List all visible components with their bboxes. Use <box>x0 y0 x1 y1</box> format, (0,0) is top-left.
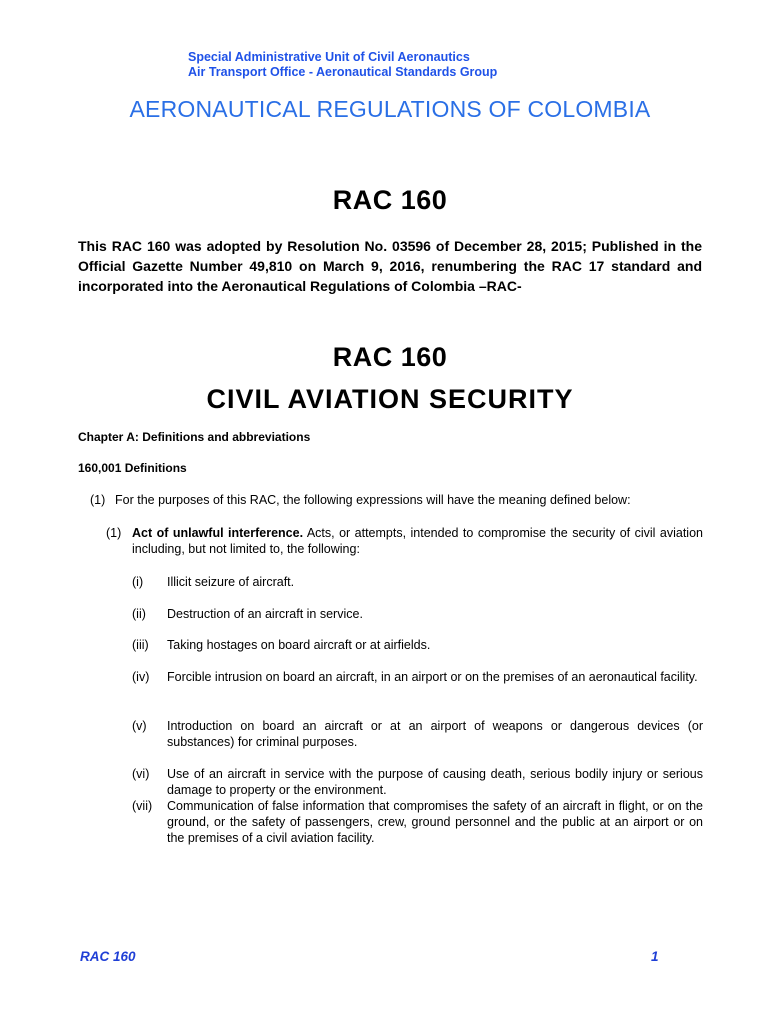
agency-line-1: Special Administrative Unit of Civil Aeronautics <box>188 50 470 64</box>
footer-doc-label: RAC 160 <box>80 949 136 964</box>
subitem-text: Forcible intrusion on board an aircraft, in an airport or on the premises of an aeronautical facility. <box>167 670 698 684</box>
chapter-heading: Chapter A: Definitions and abbreviations <box>78 430 311 444</box>
item-number: (1) <box>90 493 106 507</box>
subitem-iii <box>132 637 703 653</box>
subitem-ii <box>132 606 703 622</box>
agency-line-2: Air Transport Office - Aeronautical Standards Group <box>188 65 498 79</box>
footer-page-number: 1 <box>651 949 659 964</box>
agency-header <box>188 50 497 80</box>
subitem-text: Taking hostages on board aircraft or at airfields. <box>167 638 431 652</box>
definition-body <box>132 525 703 557</box>
adoption-paragraph: This RAC 160 was adopted by Resolution No. 03596 of December 28, 2015; Published in the Official Gazette Number 49,810 on March 9, 2016, renumbering the RAC 17 standard and incorporated into the Aeronautical Regulations of Colombia –RAC- <box>78 238 702 294</box>
subitem-text: Destruction of an aircraft in service. <box>167 607 363 621</box>
definitions-heading: 160,001 Definitions <box>78 461 187 475</box>
item-text: For the purposes of this RAC, the following expressions will have the meaning defined below: <box>115 493 631 507</box>
subitem-numeral: (iv) <box>132 670 150 684</box>
subitem-numeral: (ii) <box>132 607 146 621</box>
subitem-i <box>132 574 703 590</box>
subitem-numeral: (iii) <box>132 638 149 652</box>
definition-text: Acts, or attempts, intended to compromise the security of civil aviation including, but not limited to, the following: <box>132 526 703 556</box>
subitem-text: Introduction on board an aircraft or at an airport of weapons or dangerous devices (or substances) for criminal purposes. <box>167 719 703 749</box>
regulations-title: AERONAUTICAL REGULATIONS OF COLOMBIA <box>129 96 651 122</box>
subitem-text: Communication of false information that compromises the safety of an aircraft in flight, or on the ground, or the safety of passengers, crew, ground personnel and the public at an airport or on the premises of a civil aviation facility. <box>167 799 703 845</box>
subitem-v <box>132 718 703 750</box>
subitem-text: Illicit seizure of aircraft. <box>167 575 295 589</box>
section-rac-label: RAC 160 <box>332 342 448 372</box>
subitem-numeral: (i) <box>132 575 144 589</box>
section-title: CIVIL AVIATION SECURITY <box>206 384 574 414</box>
subitem-numeral: (vi) <box>132 767 150 781</box>
subitem-numeral: (v) <box>132 719 147 733</box>
definition-term: Act of unlawful interference. <box>132 526 304 540</box>
list-item <box>90 492 631 508</box>
subitem-vii <box>132 798 703 846</box>
subitem-numeral: (vii) <box>132 799 153 813</box>
definition-item <box>106 525 703 557</box>
subitem-text: Use of an aircraft in service with the purpose of causing death, serious bodily injury or serious damage to property or the environment. <box>167 767 703 797</box>
rac-number-title: RAC 160 <box>332 185 448 215</box>
item-number: (1) <box>106 526 122 540</box>
subitem-iv <box>132 669 703 685</box>
subitem-vi <box>132 766 703 798</box>
